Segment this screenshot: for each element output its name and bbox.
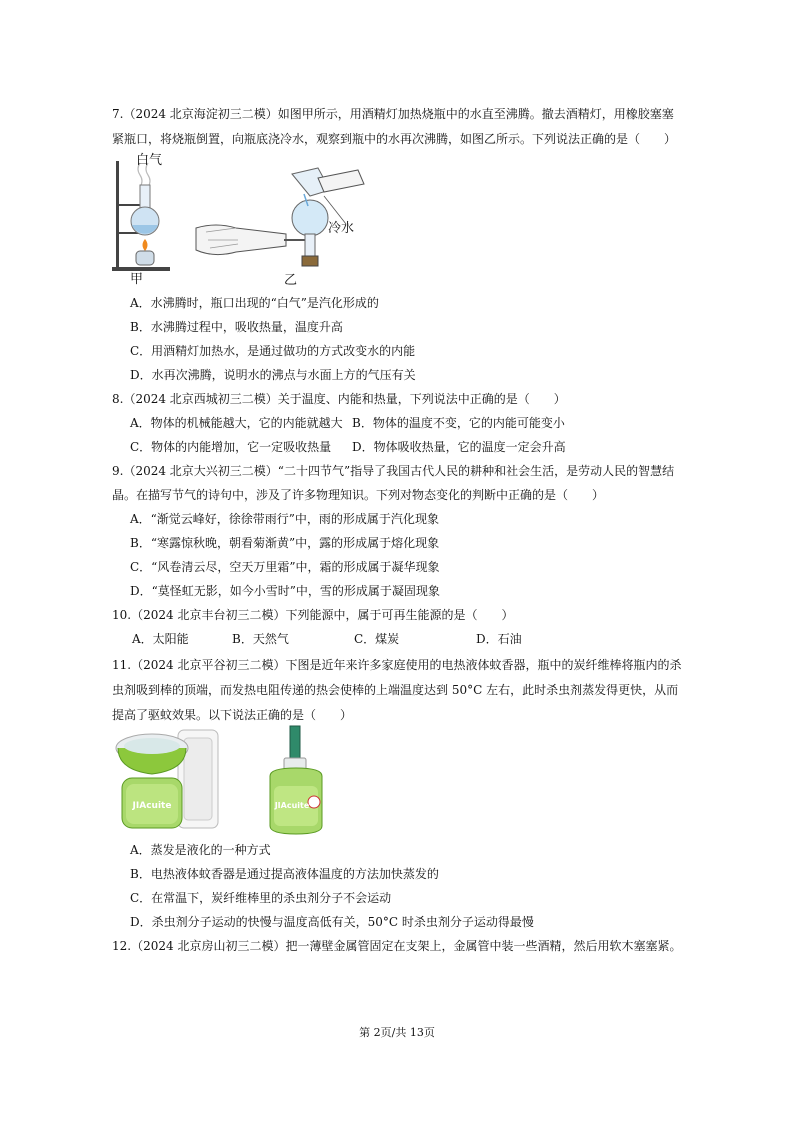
figure-jia-boiling-flask: [110, 155, 170, 275]
q11-stem-line2: 虫剂吸到棒的顶端，而发热电阻传递的热会使棒的上端温度达到 50°C 左右，此时杀虫剂蒸发得更快，从而: [112, 683, 679, 697]
figure-label-jia: 甲: [130, 272, 144, 287]
q7-option-d: D．水再次沸腾，说明水的沸点与水面上方的气压有关: [130, 368, 416, 382]
q7-stem-line2: 紧瓶口，将烧瓶倒置，向瓶底浇冷水，观察到瓶中的水再次沸腾，如图乙所示。下列说法正确的是（ ）: [112, 132, 677, 146]
q11-stem-line3: 提高了驱蚊效果。以下说法正确的是（ ）: [112, 708, 353, 722]
brand-label-2: JIAcuite: [274, 801, 310, 810]
figure-label-cold-water: 冷水: [328, 221, 355, 236]
q9-stem-line1: 9.（2024 北京大兴初三二模）“二十四节气”指导了我国古代人民的耕种和社会生活，是劳动人民的智慧结: [112, 464, 675, 478]
q10-option-a: A．太阳能: [132, 632, 189, 646]
q8-option-d: D．物体吸收热量，它的温度一定会升高: [352, 440, 566, 454]
brand-label-1: JIAcuite: [132, 801, 172, 811]
q9-stem-line2: 晶。在描写节气的诗句中，涉及了许多物理知识。下列对物态变化的判断中正确的是（ ）: [112, 488, 605, 502]
q8-option-c: C．物体的内能增加，它一定吸收热量: [130, 440, 332, 454]
q7-option-b: B．水沸腾过程中，吸收热量，温度升高: [130, 320, 343, 334]
q11-option-a: A．蒸发是液化的一种方式: [130, 843, 271, 857]
q8-stem: 8.（2024 北京西城初三二模）关于温度、内能和热量，下列说法中正确的是（ ）: [112, 392, 566, 406]
q11-option-b: B．电热液体蚊香器是通过提高液体温度的方法加快蒸发的: [130, 867, 439, 881]
q9-option-a: A．“渐觉云峰好，徐徐带雨行”中，雨的形成属于汽化现象: [130, 512, 439, 526]
q10-option-d: D．石油: [476, 632, 522, 646]
q9-option-c: C．“风卷清云尽，空天万里霜”中，霜的形成属于凝华现象: [130, 560, 440, 574]
q11-option-c: C．在常温下，炭纤维棒里的杀虫剂分子不会运动: [130, 891, 392, 905]
q12-stem-line1: 12.（2024 北京房山初三二模）把一薄壁金属管固定在支架上，金属管中装一些酒精，然后用软木塞塞紧。: [112, 939, 682, 953]
figure-label-yi: 乙: [284, 273, 298, 288]
q10-option-c: C．煤炭: [354, 632, 400, 646]
q10-stem: 10.（2024 北京丰台初三二模）下列能源中，属于可再生能源的是（ ）: [112, 608, 514, 622]
q8-option-b: B．物体的温度不变，它的内能可能变小: [352, 416, 565, 430]
q11-stem-line1: 11.（2024 北京平谷初三二模）下图是近年来许多家庭使用的电热液体蚊香器，瓶中的炭纤维棒将瓶内的杀: [112, 658, 682, 672]
page-footer: 第 2页/共 13页: [359, 1026, 435, 1039]
q10-option-b: B．天然气: [232, 632, 289, 646]
q9-option-b: B．“寒露惊秋晚，朝看菊渐黄”中，露的形成属于熔化现象: [130, 536, 440, 550]
q7-option-a: A．水沸腾时，瓶口出现的“白气”是汽化形成的: [130, 296, 379, 310]
figure-label-steam: 白气: [136, 153, 163, 168]
q7-stem-line1: 7.（2024 北京海淀初三二模）如图甲所示，用酒精灯加热烧瓶中的水直至沸腾。撤去酒精灯，用橡胶塞塞: [112, 107, 674, 121]
q7-option-c: C．用酒精灯加热水，是通过做功的方式改变水的内能: [130, 344, 416, 358]
figure-mosquito-repellent-bottle: [256, 726, 336, 836]
q8-option-a: A．物体的机械能越大，它的内能就越大: [130, 416, 343, 430]
figure-mosquito-repellent-plugged: [112, 726, 222, 836]
q11-option-d: D．杀虫剂分子运动的快慢与温度高低有关，50°C 时杀虫剂分子运动得最慢: [130, 915, 534, 929]
q9-option-d: D．“莫怪虹无影，如今小雪时”中，雪的形成属于凝固现象: [130, 584, 440, 598]
